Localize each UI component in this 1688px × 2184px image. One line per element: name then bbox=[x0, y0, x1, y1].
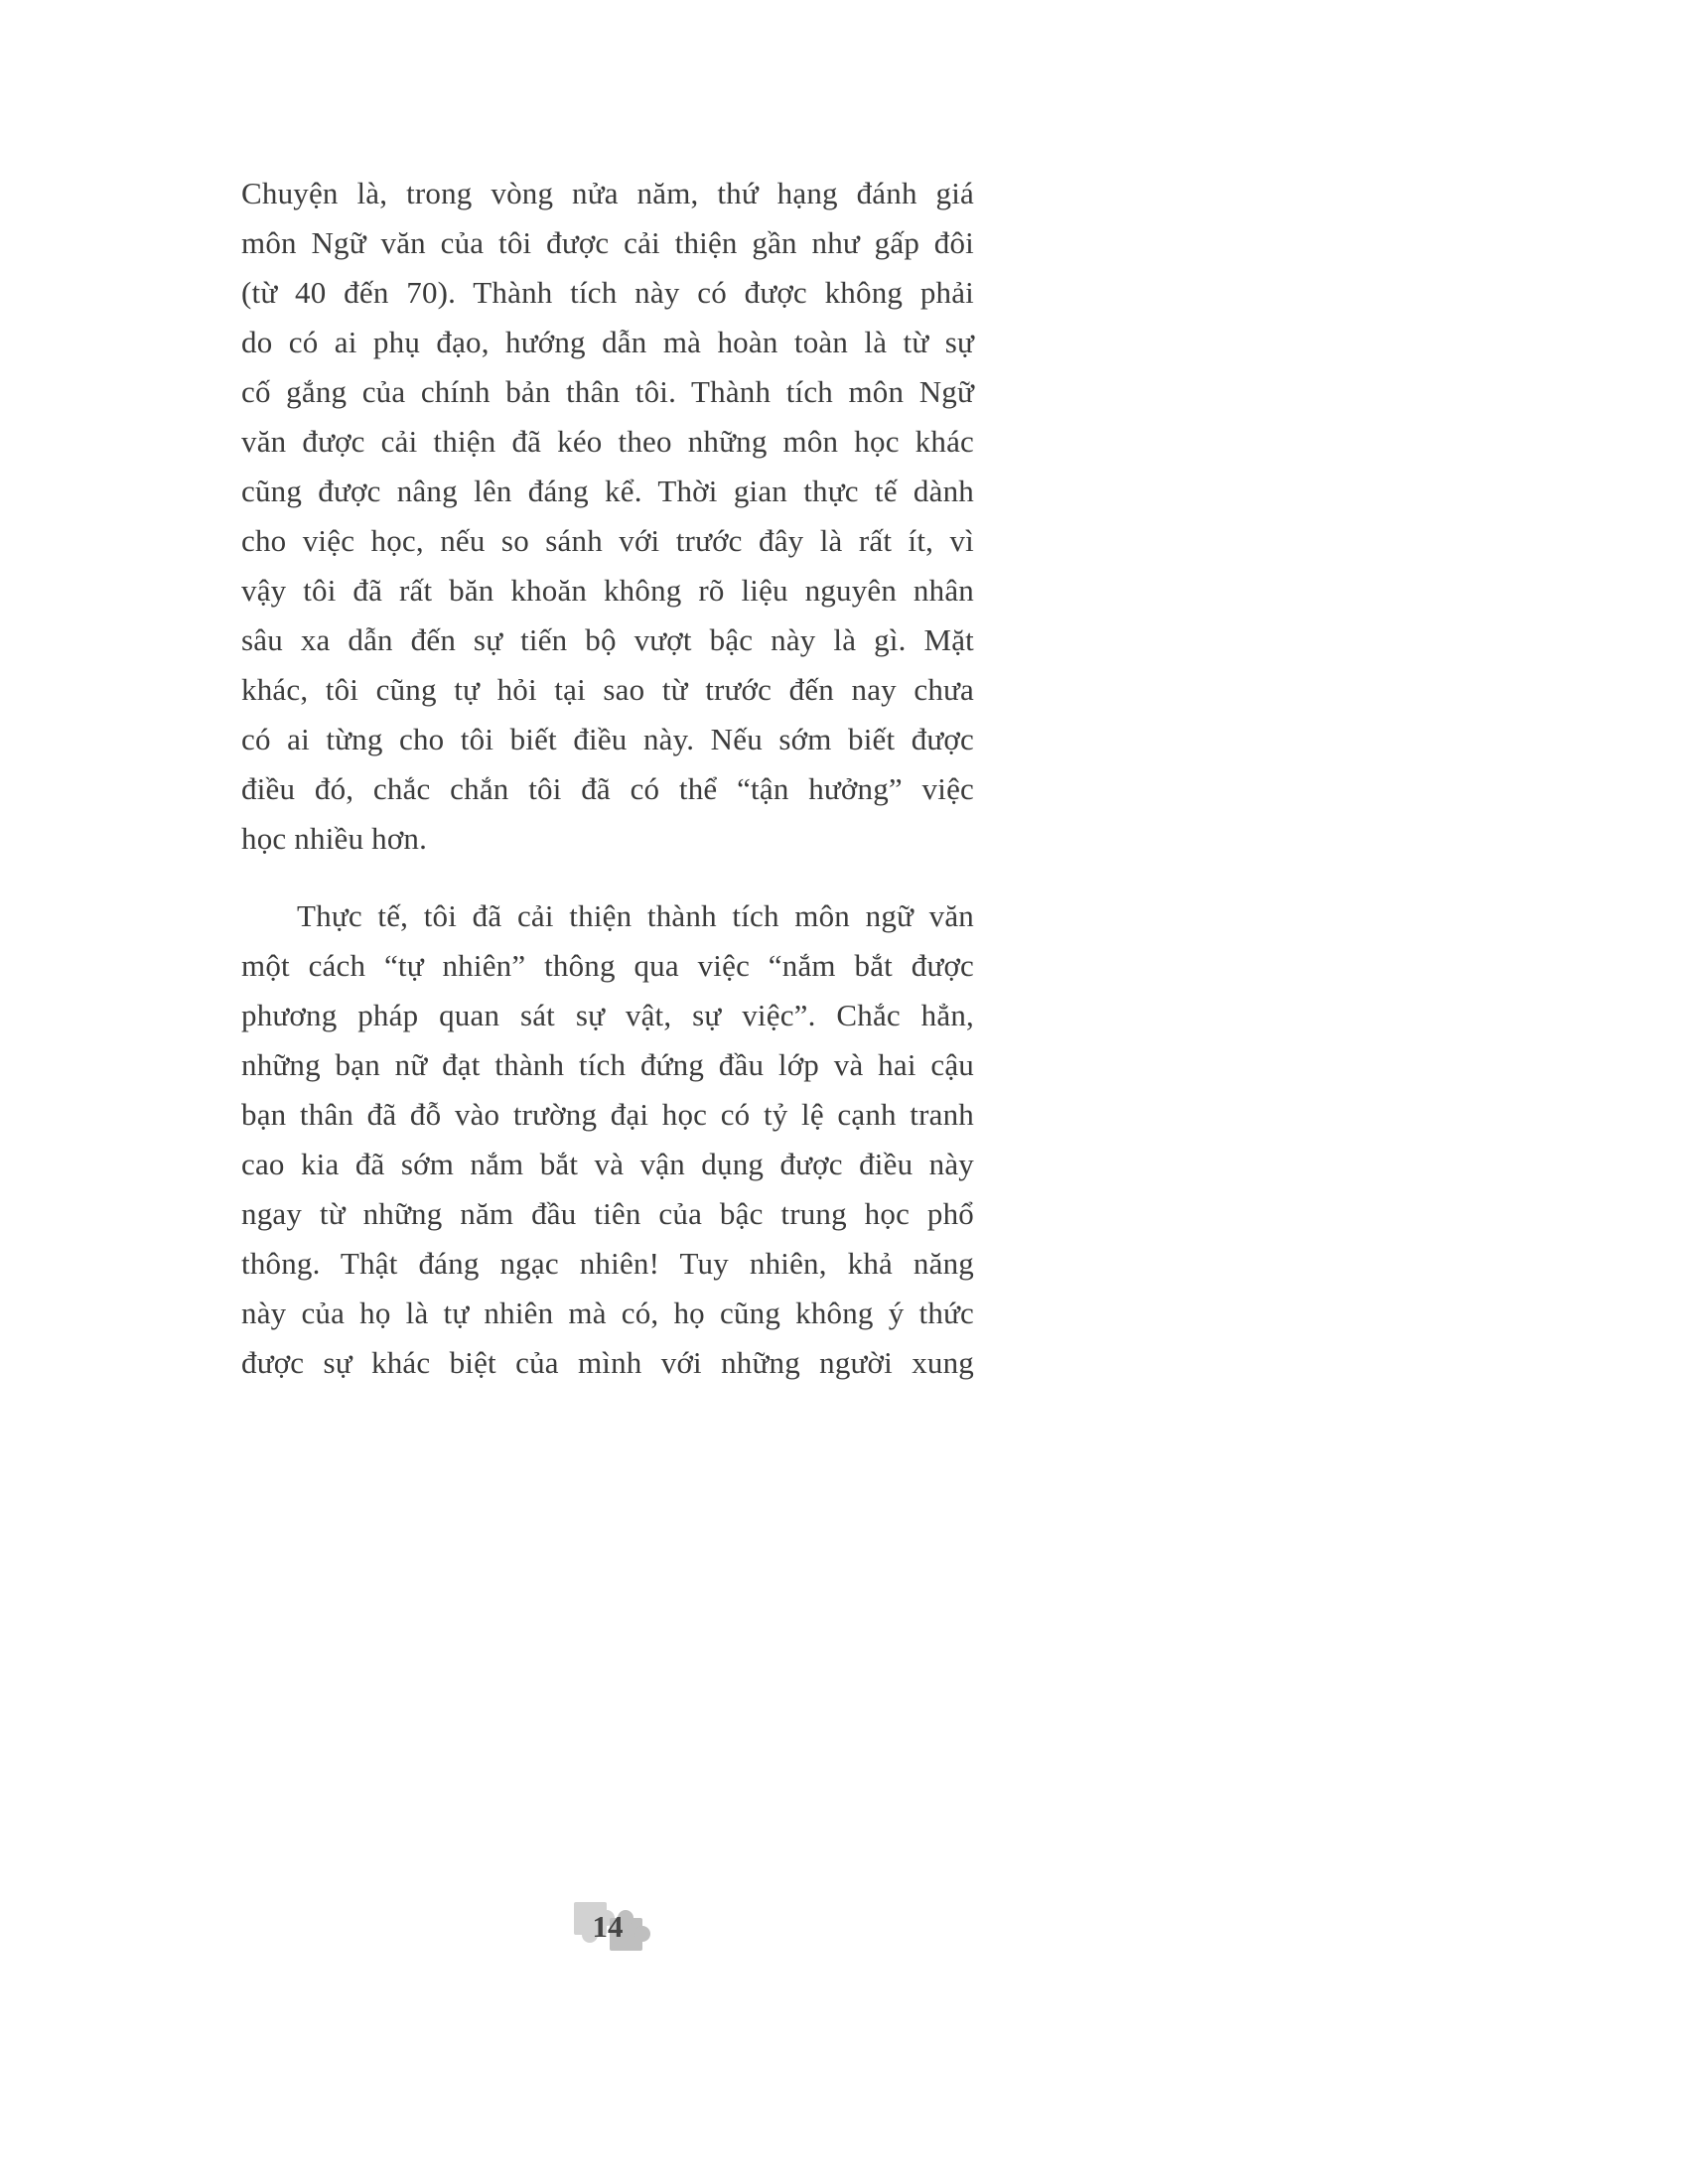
paragraph-2 bbox=[241, 891, 974, 1388]
text-line: cao kia đã sớm nắm bắt và vận dụng được điều này bbox=[241, 1147, 974, 1181]
text-line: do có ai phụ đạo, hướng dẫn mà hoàn toàn là từ sự bbox=[241, 325, 974, 359]
text-line: ngay từ những năm đầu tiên của bậc trung học phổ bbox=[241, 1196, 974, 1231]
text-line: văn được cải thiện đã kéo theo những môn học khác bbox=[241, 424, 974, 459]
page-number: 14 bbox=[592, 1909, 624, 1944]
text-line: điều đó, chắc chắn tôi đã có thể “tận hưởng” việc bbox=[241, 771, 974, 806]
text-line: sâu xa dẫn đến sự tiến bộ vượt bậc này là gì. Mặt bbox=[241, 622, 974, 657]
body-text bbox=[241, 169, 974, 1388]
text-line: này của họ là tự nhiên mà có, họ cũng không ý thức bbox=[241, 1296, 974, 1330]
text-line: môn Ngữ văn của tôi được cải thiện gần như gấp đôi bbox=[241, 225, 974, 260]
text-line: (từ 40 đến 70). Thành tích này có được không phải bbox=[241, 275, 974, 310]
page-number-block bbox=[558, 1896, 657, 1962]
text-line: có ai từng cho tôi biết điều này. Nếu sớm biết được bbox=[241, 722, 974, 756]
text-line: vậy tôi đã rất băn khoăn không rõ liệu nguyên nhân bbox=[241, 573, 974, 608]
text-line: thông. Thật đáng ngạc nhiên! Tuy nhiên, khả năng bbox=[241, 1246, 974, 1281]
paragraph-1 bbox=[241, 169, 974, 864]
text-line: cố gắng của chính bản thân tôi. Thành tích môn Ngữ bbox=[241, 374, 974, 409]
text-line: Thực tế, tôi đã cải thiện thành tích môn ngữ văn bbox=[297, 898, 974, 933]
text-line: Chuyện là, trong vòng nửa năm, thứ hạng đánh giá bbox=[241, 176, 974, 210]
text-line: phương pháp quan sát sự vật, sự việc”. Chắc hẳn, bbox=[241, 998, 974, 1032]
text-line: khác, tôi cũng tự hỏi tại sao từ trước đến nay chưa bbox=[241, 672, 974, 707]
text-line: bạn thân đã đỗ vào trường đại học có tỷ lệ cạnh tranh bbox=[241, 1097, 974, 1132]
page-footer bbox=[241, 1896, 974, 1962]
text-line: cho việc học, nếu so sánh với trước đây là rất ít, vì bbox=[241, 523, 974, 558]
text-line: cũng được nâng lên đáng kể. Thời gian thực tế dành bbox=[241, 474, 974, 508]
text-line: những bạn nữ đạt thành tích đứng đầu lớp và hai cậu bbox=[241, 1047, 974, 1082]
text-line: học nhiều hơn. bbox=[241, 821, 428, 856]
text-line: được sự khác biệt của mình với những người xung bbox=[241, 1345, 974, 1380]
text-line: một cách “tự nhiên” thông qua việc “nắm bắt được bbox=[241, 948, 974, 983]
